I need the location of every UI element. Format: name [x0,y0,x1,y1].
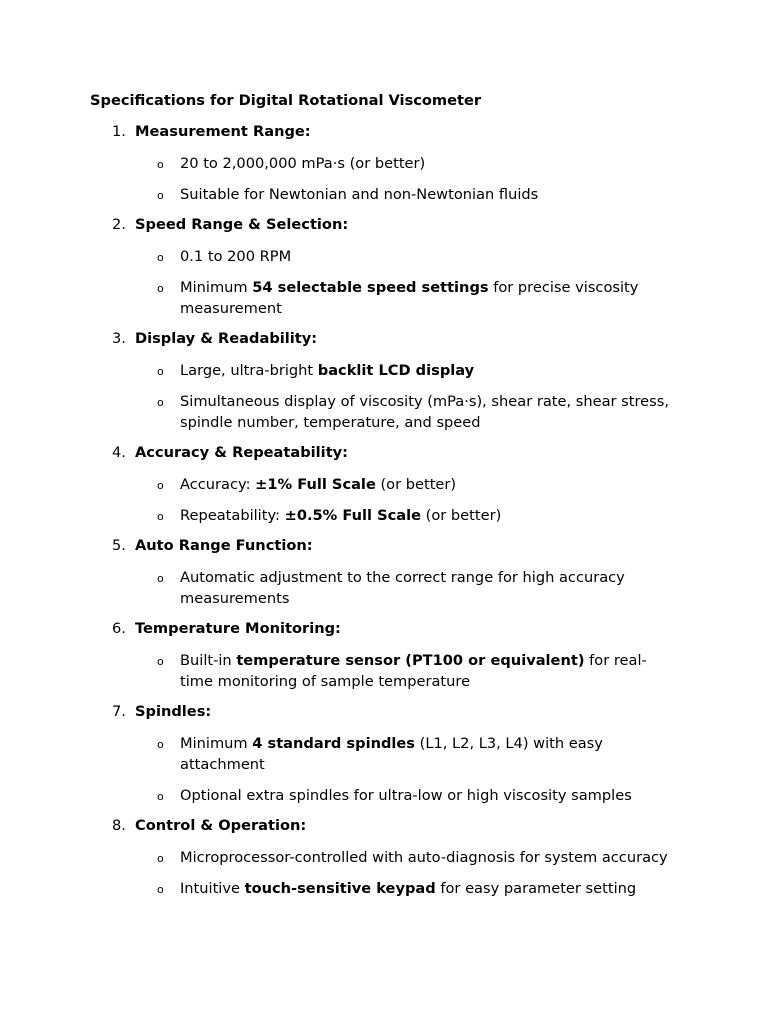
spec-section [90,329,690,433]
item-text: 0.1 to 200 RPM [180,248,292,265]
item-text: for precise viscosity measurement [180,279,639,317]
spec-section [90,443,690,526]
list-item [90,878,675,899]
section-heading [90,443,690,463]
section-heading-text: Display & Readability: [135,330,318,347]
section-heading [90,619,690,639]
section-number: 5. [112,537,126,554]
section-heading [90,215,690,235]
item-text-bold: backlit LCD display [317,362,475,379]
item-text: Simultaneous display of viscosity (mPa·s), shear rate, shear stress, spindle number, temperature, and speed [180,393,670,431]
list-item [90,391,675,433]
bullet-icon: o [157,251,164,264]
bullet-icon: o [157,572,164,585]
list-item [90,505,675,526]
item-text-bold: ±1% Full Scale [255,476,376,493]
spec-section [90,619,690,692]
spec-section [90,702,690,806]
item-text: Microprocessor-controlled with auto-diagnosis for system accuracy [180,849,668,866]
section-heading [90,122,690,142]
section-number: 4. [112,444,126,461]
item-text: (L1, L2, L3, L4) with easy attachment [180,735,603,773]
list-item [90,650,675,692]
section-heading [90,816,690,836]
bullet-icon: o [157,282,164,295]
bullet-icon: o [157,883,164,896]
item-text-bold: ±0.5% Full Scale [284,507,422,524]
section-heading [90,702,690,722]
section-number: 2. [112,216,126,233]
bullet-icon: o [157,738,164,751]
item-text: Automatic adjustment to the correct range for high accuracy measurements [180,569,625,607]
list-item [90,785,675,806]
item-text: for easy parameter setting [435,880,637,897]
document-page [90,91,690,909]
section-heading-text: Auto Range Function: [135,537,313,554]
section-heading-text: Measurement Range: [135,123,311,140]
item-text: Accuracy: [180,476,256,493]
item-text: Intuitive [180,880,245,897]
bullet-icon: o [157,790,164,803]
section-heading-text: Accuracy & Repeatability: [135,444,349,461]
item-text: Minimum [180,735,253,752]
document-title: Specifications for Digital Rotational Viscometer [90,92,482,109]
item-text: (or better) [375,476,457,493]
item-text: Suitable for Newtonian and non-Newtonian fluids [180,186,539,203]
item-text: Large, ultra-bright [180,362,318,379]
bullet-icon: o [157,396,164,409]
section-number: 6. [112,620,126,637]
section-number: 7. [112,703,126,720]
list-item [90,184,675,205]
item-text: for real-time monitoring of sample temperature [180,652,647,690]
bullet-icon: o [157,158,164,171]
item-text-bold: 4 standard spindles [252,735,415,752]
spec-section [90,816,690,899]
item-text: Built-in [180,652,237,669]
item-text-bold: touch-sensitive keypad [244,880,436,897]
bullet-icon: o [157,852,164,865]
section-heading [90,329,690,349]
item-text-bold: 54 selectable speed settings [252,279,489,296]
item-text: Optional extra spindles for ultra-low or high viscosity samples [180,787,632,804]
item-text-bold: temperature sensor (PT100 or equivalent) [236,652,585,669]
list-item [90,567,675,609]
item-text: 20 to 2,000,000 mPa·s (or better) [180,155,426,172]
bullet-icon: o [157,365,164,378]
item-text: Repeatability: [180,507,285,524]
bullet-icon: o [157,189,164,202]
spec-list [90,122,690,899]
list-item [90,153,675,174]
section-number: 8. [112,817,126,834]
list-item [90,474,675,495]
section-number: 1. [112,123,126,140]
spec-section [90,536,690,609]
list-item [90,360,675,381]
list-item [90,847,675,868]
list-item [90,246,675,267]
spec-section [90,215,690,319]
bullet-icon: o [157,655,164,668]
section-heading [90,536,690,556]
section-heading-text: Control & Operation: [135,817,307,834]
spec-section [90,122,690,205]
list-item [90,733,675,775]
section-heading-text: Speed Range & Selection: [135,216,349,233]
bullet-icon: o [157,479,164,492]
section-heading-text: Temperature Monitoring: [135,620,341,637]
item-text: (or better) [421,507,502,524]
item-text: Minimum [180,279,253,296]
section-number: 3. [112,330,126,347]
list-item [90,277,675,319]
bullet-icon: o [157,510,164,523]
section-heading-text: Spindles: [135,703,212,720]
